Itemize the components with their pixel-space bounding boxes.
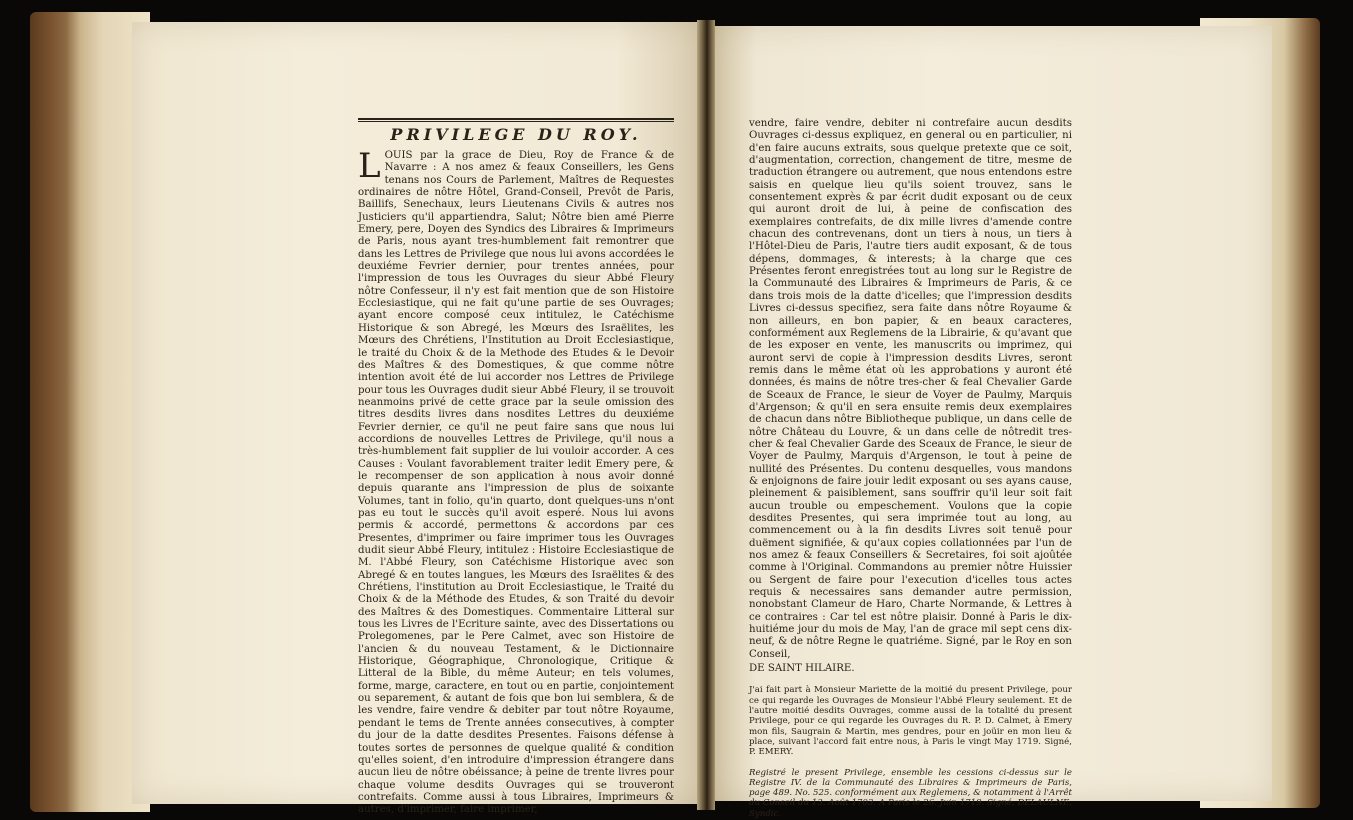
right-page-text <box>749 118 1072 819</box>
privilege-continuation: vendre, faire vendre, debiter ni contrefaire aucun desdits Ouvrages ci-dessus expliquez, en general ou en particulier, ni d'en faire aucuns extraits, sous quelque pretexte que ce soit, d'augmentation, correction, changement de titre, mesme de traduction étrangere ou autrement, que nous entendons estre saisis en quelque lieu qu'ils soient trouvez, sans le consentement exprès & par écrit dudit exposant ou de ceux qui auront droit de lui, à peine de confiscation des exemplaires contrefaits, de dix mille livres d'amende contre chacun des contrevenans, dont un tiers à nous, un tiers à l'Hôtel-Dieu de Paris, l'autre tiers audit exposant, & de tous dépens, dommages, & interests; à la charge que ces Présentes feront enregistrées tout au long sur le Registre de la Communauté des Libraires & Imprimeurs de Paris, & ce dans trois mois de la datte d'icelles; que l'impression desdits Livres ci-dessus specifiez, sera faite dans nôtre Royaume & non ailleurs, en bon papier, & en beaux caracteres, conformément aux Reglemens de la Librairie, & qu'avant que de les exposer en vente, les manuscrits ou imprimez, qui auront servi de copie à l'impression desdits Livres, seront remis dans le même état où les approbations y auront été données, és mains de nôtre tres-cher & feal Chevalier Garde de Sceaux de France, le sieur de Voyer de Paulmy, Marquis d'Argenson; & qu'il en sera ensuite remis deux exemplaires de chacun dans nôtre Bibliotheque publique, un dans celle de nôtre Château du Louvre, & un dans celle de nôtredit tres-cher & feal Chevalier Garde des Sceaux de France, le sieur de Voyer de Paulmy, Marquis d'Argenson, le tout à peine de nullité des Présentes. Du contenu desquelles, vous mandons & enjoignons de faire jouir ledit exposant ou ses ayans cause, pleinement & paisiblement, sans souffrir qu'il leur soit fait aucun trouble ou empeschement. Voulons que la copie desdites Presentes, qui sera imprimée tout au long, au commencement ou à la fin desdits Livres soit tenuë pour duëment signifiée, & qu'aux copies collationnées par l'un de nos amez & feaux Conseillers & Secretaires, foi soit ajoûtée comme à l'Original. Commandons au premier nôtre Huissier ou Sergent de faire pour l'execution d'icelles tous actes requis & necessaires sans demander autre permission, nonobstant Clameur de Haro, Charte Normande, & Lettres à ce contraires : Car tel est nôtre plaisir. Donné à Paris le dix-huitiéme jour du mois de May, l'an de grace mil sept cens dix-neuf, & de nôtre Regne le quatriéme. Signé, par le Roy en son Conseil, <box>749 118 1073 660</box>
title-rule <box>358 118 674 122</box>
page-title: PRIVILEGE DU ROY. <box>390 125 642 144</box>
drop-cap: L <box>358 146 381 186</box>
privilege-body-text: OUIS par la grace de Dieu, Roy de France & de Navarre : A nos amez & feaux Conseillers, les Gens tenans nos Cours de Parlement, Maîtres de Requestes ordinaires de nôtre Hôtel, Grand-Conseil, Prevôt de Paris, Baillifs, Senechaux, leurs Lieutenans Civils & autres nos Justiciers qu'il appartiendra, Salut; Nôtre bien amé Pierre Emery, pere, Doyen des Syndics des Libraires & Imprimeurs de Paris, nous ayant tres-humblement fait remontrer que dans les Lettres de Privilege que nous lui avons accordées le deuxiéme Fevrier dernier, pour trentes années, pour l'impression de tous les Ouvrages du sieur Abbé Fleury nôtre Confesseur, il n'y est fait mention que de son Histoire Ecclesiastique, qui ne fait qu'une partie de ses Ouvrages; ayant encore composé ceux intitulez, le Catéchisme Historique & son Abregé, les Mœurs des Israëlites, les Mœurs des Chrétiens, l'Institution au Droit Ecclesiastique, le traité du Choix & de la Methode des Etudes & le Devoir des Maîtres & des Domestiques, & que comme nôtre intention avoit été de lui accorder nos Lettres de Privilege pour tous les Ouvrages dudit sieur Abbé Fleury, il se trouvoit neanmoins privé de cette grace par la seule omission des titres desdits livres dans nosdites Lettres du deuxiéme Fevrier dernier, ce qu'il ne peut faire sans que nous lui accordions de nouvelles Lettres de Privilege, qu'il nous a très-humblement fait supplier de lui vouloir accorder. A ces Causes : Voulant favorablement traiter ledit Emery pere, & le recompenser de son application à nous avoir donné depuis quarante ans l'impression de plus de soixante Volumes, tant in folio, qu'in quarto, dont quelques-uns n'ont pas eu tout le succès qu'il avoit esperé. Nous lui avons permis & accordé, permettons & accordons par ces Presentes, d'imprimer ou faire imprimer tous les Ouvrages dudit sieur Abbé Fleury, intitulez : Histoire Ecclesiastique de M. l'Abbé Fleury, son Catéchisme Historique avec son Abregé & en toutes langues, les Mœurs des Israëlites & des Chrétiens, l'institution au Droit Ecclesiastique, le Traité du Choix & de la Méthode des Etudes, & son Traité du devoir des Maîtres & des Domestiques. Commentaire Litteral sur tous les Livres de l'Ecriture sainte, avec des Dissertations ou Prolegomenes, par le Pere Calmet, avec son Histoire de l'ancien & du nouveau Testament, & le Dictionnaire Historique, Géographique, Chronologique, Critique & Litteral de la Bible, du même Auteur; en tels volumes, forme, marge, caractere, en tout ou en partie, conjointement ou separement, & autant de fois que bon lui semblera, & de les vendre, faire vendre & debiter par tout nôtre Royaume, pendant le tems de Trente années consecutives, à compter du jour de la datte desdites Presentes. Faisons défense à toutes sortes de personnes de quelque qualité & condition qu'elles soient, d'en introduire d'impression étrangere dans aucun lieu de nôtre obéissance; à peine de trente livres pour chaque volume desdits Ouvrages qui se trouveront contrefaits. Comme aussi à tous Libraires, Imprimeurs & autres, d'imprimer, faire imprimer, <box>358 150 674 816</box>
signature: DE SAINT HILAIRE. <box>749 663 855 675</box>
registration-note: Registré le present Privilege, ensemble les cessions ci-dessus sur le Registre IV. de la Communauté des Libraires & Imprimeurs de Paris, page 489. No. 525. conformément aux Reglemens, & notamment à l'Arrêt du Conseil du 13. Août 1703. A Paris le 26. Juin 1719. Signé, DELAULNE, Syndic. <box>749 767 1072 819</box>
privilege-body <box>358 146 674 817</box>
left-page-text <box>358 118 674 817</box>
cession-note: J'ai fait part à Monsieur Mariette de la moitié du present Privilege, pour ce qui regarde les Ouvrages de Monsieur l'Abbé Fleury seulement. Et de l'autre moitié desdits Ouvrages, comme aussi de la totalité du present Privilege, pour ce qui regarde les Ouvrages du R. P. D. Calmet, à Emery mon fils, Saugrain & Martin, mes gendres, pour en joüir en mon lieu & place, suivant l'accord fait entre nous, à Paris le vingt May 1719. Signé, P. EMERY. <box>749 685 1072 758</box>
book-gutter <box>697 20 715 810</box>
